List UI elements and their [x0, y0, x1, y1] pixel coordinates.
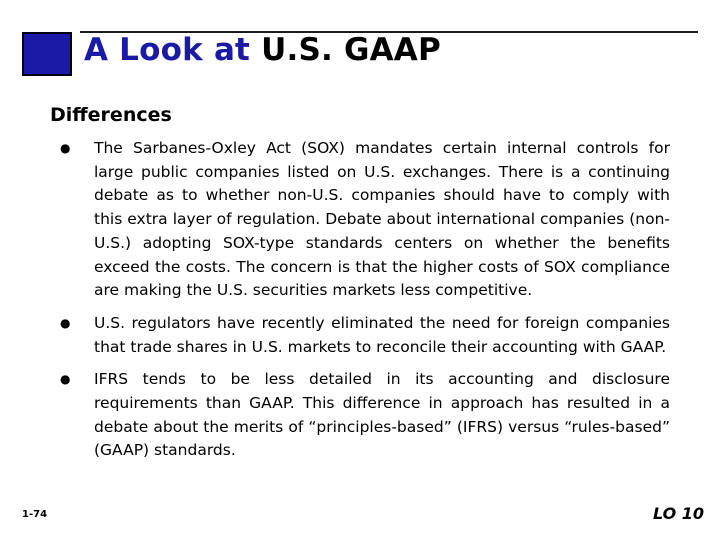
slide-title-accent: A Look at	[84, 32, 251, 68]
bullet-text: IFRS tends to be less detailed in its accounting and disclosure requirements than GAAP. This difference in approach has resulted in a debate about the merits of “principles-based” (IFRS) versus “rules-based” (GAAP) standards.	[94, 370, 670, 460]
bullet-item	[50, 137, 670, 303]
title-accent-square	[22, 32, 72, 76]
bullet-text: The Sarbanes-Oxley Act (SOX) mandates certain internal controls for large public companies listed on U.S. exchanges. There is a continuing debate as to whether non-U.S. companies should have to comply with this extra layer of regulation. Debate about international companies (non-U.S.) adopting SOX-type standards centers on whether the benefits exceed the costs. The concern is that the higher costs of SOX compliance are making the U.S. securities markets less competitive.	[94, 139, 670, 300]
slide-title	[84, 32, 441, 68]
learning-objective-label: LO 10	[652, 504, 704, 523]
bullet-dot-icon: ●	[60, 315, 71, 330]
bullet-text: U.S. regulators have recently eliminated the need for foreign companies that trade shares in U.S. markets to reconcile their accounting with GAAP.	[94, 313, 670, 356]
bullet-item	[50, 368, 670, 463]
slide-number: 1-74	[22, 509, 48, 520]
slide-title-main: U.S. GAAP	[261, 32, 441, 68]
bullet-item	[50, 312, 670, 359]
bullet-dot-icon: ●	[60, 141, 71, 155]
bullet-list	[50, 137, 670, 472]
section-heading: Differences	[50, 104, 172, 126]
bullet-dot-icon: ●	[60, 372, 71, 387]
